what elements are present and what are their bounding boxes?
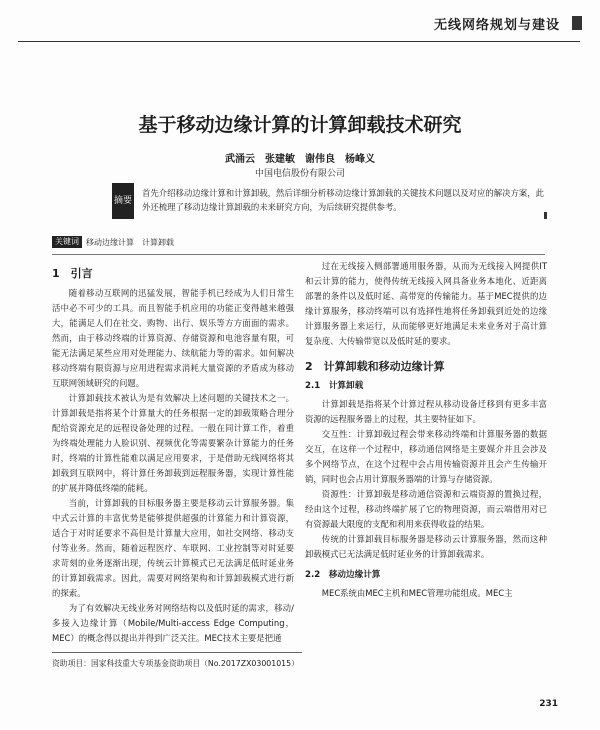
header-marker-block [572, 16, 582, 30]
subsection-2-2-paragraph-1: MEC系统由MEC主机和MEC管理功能组成。MEC主 [321, 588, 513, 598]
page-number: 231 [539, 699, 558, 709]
subsection-2-1-paragraph-3: 资源性：计算卸载是移动通信资源和云端资源的置换过程，经由这个过程，移动终端扩展了它的物理资源，而云端借用对已有资源最大限度的支配和利用来获得收益的结果。 [305, 489, 547, 529]
section-1-paragraph-2: 计算卸载技术被认为是有效解决上述问题的关键技术之一。计算卸载是指将某个计算量大的任务根据一定的卸载策略合理分配给资源充足的远程设备处理的过程。一般在同计算工作，着重为终端处理能力人脸识别、视频优化等需要繁杂计算能力的任务时，终端的计算性能难以满足应用要求，于是借助无线网络将其卸载到互联网中，将计算任务卸载到远程服务器，实现计算性能的扩展并降低终端的能耗。 [52, 393, 294, 493]
header-rule [18, 41, 580, 42]
subsection-2-1-paragraph-4: 传统的计算卸载目标服务器是移动云计算服务器，然而这种卸载模式已无法满足低时延业务的计算卸载需求。 [305, 534, 547, 559]
article-title: 基于移动边缘计算的计算卸载技术研究 [138, 114, 462, 136]
section-2-heading: 2 计算卸载和移动边缘计算 [305, 360, 445, 373]
footnote-rule [52, 652, 302, 653]
article-authors: 武涌云 张建敏 谢伟良 杨峰义 [225, 154, 375, 165]
abstract-text: 首先介绍移动边缘计算和计算卸载，然后详细分析移动边缘计算卸载的关键技术问题以及对应的解决方案，此外还梳理了移动边缘计算卸载的未来研究方向，为后续研究提供参考。 [142, 188, 544, 212]
section-1-paragraph-continued: 过在无线接入侧部署通用服务器，从而为无线接入网提供IT和云计算的能力，使得传统无线接入网具备业务本地化、近距离部署的条件以及低时延、高带宽的传输能力。基于MEC提供的边缘计算服务，移动终端可以有选择性地将任务卸载到近处的边缘计算服务器上来运行，从而能够更好地满足未来业务对于高计算复杂度、大传输带宽以及低时延的要求。 [305, 261, 547, 346]
subsection-2-1-heading: 2.1 计算卸载 [305, 381, 364, 391]
section-1-paragraph-4: 为了有效解决无线业务对网络结构以及低时延的需求，移动/多接入边缘计算（Mobile/Multi-access Edge Computing，MEC）的概念得以提出并得到广泛关注。MEC技术主要是把通 [52, 603, 294, 643]
subsection-2-2-heading: 2.2 移动边缘计算 [305, 570, 381, 580]
article-affiliation: 中国电信股份有限公司 [254, 169, 345, 179]
funding-footnote: 资助项目：国家科技重大专项基金资助项目（No.2017ZX03001015） [52, 659, 299, 668]
section-1-paragraph-3: 当前，计算卸载的目标服务器主要是移动云计算服务器。集中式云计算的丰富优势是能够提供超强的计算能力和计算资源，适合于对时延要求不高但是计算量大应用，如社交网络、移动支付等业务。然而，随着远程医疗、车联网、工业控制等对时延要求苛刻的业务逐渐出现，传统云计算模式已无法满足低时延业务的计算卸载需求。因此，需要对网络架构和计算卸载模式进行新的探索。 [52, 498, 294, 598]
subsection-2-1-paragraph-1: 计算卸载是指将某个计算过程从移动设备迁移到有更多丰富资源的远程服务器上的过程，其主要特征如下。 [305, 399, 547, 424]
left-column [52, 266, 294, 646]
keywords-text: 移动边缘计算 计算卸载 [86, 238, 174, 247]
running-header-title: 无线网络规划与建设 [433, 18, 560, 33]
section-1-paragraph-1: 随着移动互联网的迅猛发展，智能手机已经成为人们日常生活中必不可少的工具。而且智能手机应用的功能正变得越来越强大，能满足人们在社交、购物、出行、娱乐等方方面面的需求。然而，由于移动终端的计算资源、存储资源和电池容量有限，可能无法满足某些应用对处理能力、续航能力等的需求。如何解决移动终端有限资源与应用进程需求消耗大量资源的矛盾成为移动互联网领域研究的问题。 [52, 288, 294, 388]
right-column [305, 259, 547, 601]
abstract-end-mark [544, 212, 547, 219]
subsection-2-1-paragraph-2: 交互性：计算卸载过程会带来移动终端和计算服务器的数据交互，在这样一个过程中，移动通信网络是主要媒介并且会涉及多个网络节点，在这个过程中会占用传输资源并且会产生传输开销，同时也会占用计算服务器端的计算与存储资源。 [305, 429, 547, 484]
section-1-heading: 1 引言 [52, 267, 93, 280]
keywords-rule [52, 254, 545, 255]
abstract-tag: 摘要 [112, 183, 134, 219]
keywords-tag: 关键词 [52, 236, 82, 248]
